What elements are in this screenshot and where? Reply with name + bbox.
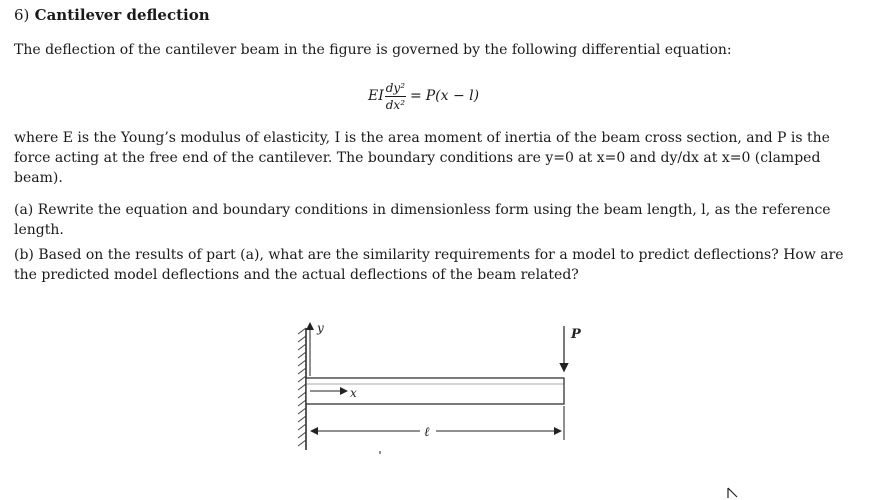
problem-title: Cantilever deflection	[34, 6, 210, 24]
governing-equation	[368, 74, 479, 118]
equation-coefficient: EI	[368, 88, 384, 104]
definitions-paragraph: where E is the Young’s modulus of elasticity, I is the area moment of inertia of the beam cross section, and P is the force acting at the free end of the cantilever. The boundary conditions are y=0 at x=0 and dy/dx at x=0 (clamped beam).	[14, 130, 830, 186]
label-x: x	[350, 386, 357, 400]
label-P: P	[571, 327, 581, 342]
label-l: ℓ	[424, 425, 430, 440]
equation-equals: =	[410, 88, 422, 104]
part-a-paragraph: (a) Rewrite the equation and boundary conditions in dimensionless form using the beam length, l, as the reference length.	[14, 202, 831, 238]
intro-paragraph: The deflection of the cantilever beam in the figure is governed by the following differential equation:	[14, 42, 732, 58]
label-y: y	[317, 321, 324, 335]
equation-numerator: dy²	[385, 80, 406, 95]
equation-fraction	[385, 81, 406, 112]
problem-heading	[14, 6, 210, 24]
equation-denominator: dx²	[385, 97, 406, 112]
cantilever-figure	[288, 318, 588, 466]
problem-number: 6)	[14, 6, 30, 24]
part-b-paragraph: (b) Based on the results of part (a), what are the similarity requirements for a model to predict deflections? How are the predicted model deflections and the actual deflections of the beam related?	[14, 247, 844, 283]
equation-rhs: P(x − l)	[425, 88, 480, 104]
mouse-cursor-icon	[726, 486, 740, 500]
equation-rhs-group	[410, 88, 479, 104]
